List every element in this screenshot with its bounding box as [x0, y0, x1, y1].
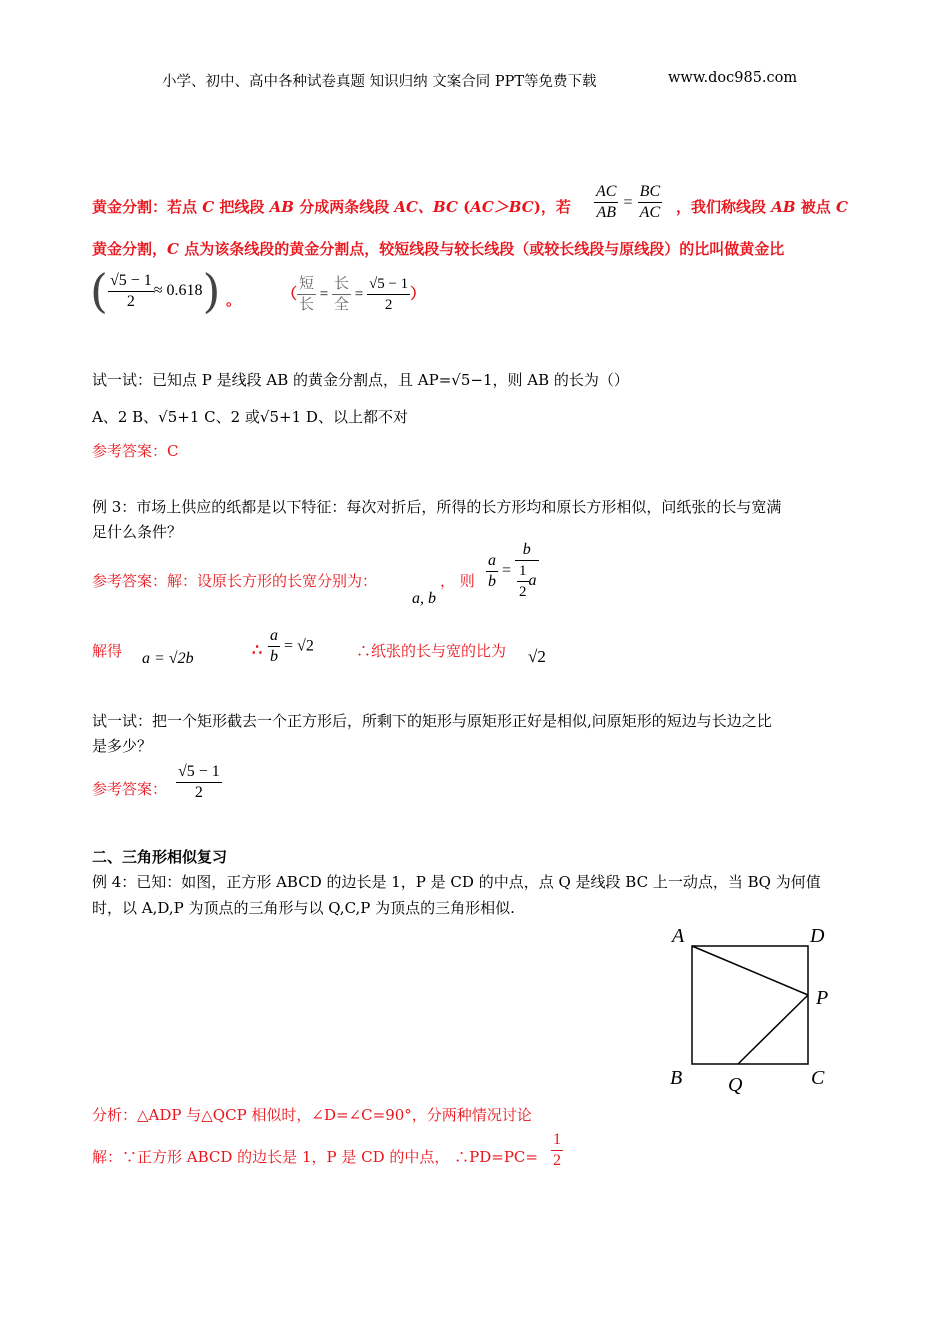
ex3-then: ， 则 [440, 572, 475, 590]
segment-pq [738, 995, 808, 1064]
golden-def-line2: 黄金分割，C 点为该条线段的黄金分割点，较短线段与较长线段（或较长线段与原线段）的比叫做黄金比 [92, 240, 785, 258]
ex3-result: a = √2b [142, 650, 194, 667]
try1-question: 试一试：已知点 P 是线段 AB 的黄金分割点，且 AP=√5−1，则 AB 的长为（） [92, 371, 629, 389]
ex4-solution: 解：∵正方形 ABCD 的边长是 1，P 是 CD 的中点， ∴PD=PC= [92, 1148, 538, 1166]
label-c: C [811, 1067, 825, 1089]
try2-answer-label: 参考答案： [92, 780, 168, 798]
segment-ap [692, 946, 808, 995]
ex3-ab: a, b [412, 590, 436, 607]
ex3-therefore: ∴ [252, 640, 263, 659]
ex4-half: $\frac{1}{2}$ [553, 1131, 561, 1169]
golden-ratio-formula: $\frac{AC}{AB}$ = $\frac{BC}{AC}$ [596, 183, 661, 221]
golden-mnemonic: （ $\frac{\text{短}}{\text{长}}$ = $\frac{\text{长}}{\text{全}}$ = $\frac{√5 - 1}{2}$ ） [282, 276, 426, 313]
ex3-question-line2: 足什么条件？ [92, 523, 183, 541]
try2-answer-value: $\frac{√5 - 1}{2}$ [178, 763, 220, 801]
square-abcd [692, 946, 808, 1064]
golden-def-line1-end: ，我们称线段 AB 被点 C [676, 198, 848, 216]
ex3-equation: $\frac{a}{b}$ = b $\frac{1}{2}$ a [488, 541, 537, 600]
label-d: D [810, 925, 825, 947]
golden-period: 。 [226, 291, 242, 309]
header-text: 小学、初中、高中各种试卷真题 知识归纳 文案合同 PPT等免费下载 [162, 74, 597, 90]
ex3-sqrt2: √2 [528, 647, 546, 666]
label-p: P [816, 987, 829, 1009]
golden-ratio-value: ( $\frac{√5 - 1}{2}$ ≈ 0.618) [90, 264, 221, 318]
golden-def-line1: 黄金分割：若点 C 把线段 AB 分成两条线段 AC、BC (AC＞BC)，若 [92, 198, 571, 216]
try2-question-line2: 是多少？ [92, 737, 153, 755]
ex3-conclusion: ∴纸张的长与宽的比为 [356, 642, 507, 660]
label-a: A [672, 925, 685, 947]
ex3-ratio: $\frac{a}{b}$ = √2 [270, 627, 314, 665]
label-q: Q [728, 1074, 743, 1096]
ex4-question-line2: 时，以 A,D,P 为顶点的三角形与以 Q,C,P 为顶点的三角形相似. [92, 899, 515, 917]
ex4-question-line1: 例 4：已知：如图，正方形 ABCD 的边长是 1，P 是 CD 的中点，点 Q 是线段 BC 上一动点，当 BQ 为何值 [92, 873, 821, 891]
header-url: www.doc985.com [668, 70, 798, 86]
ex3-answer-label: 参考答案：解：设原长方形的长宽分别为： [92, 572, 378, 590]
try2-question-line1: 试一试：把一个矩形截去一个正方形后，所剩下的矩形与原矩形正好是相似,问原矩形的短边与长边之比 [92, 712, 772, 730]
try1-options: A、2 B、√5+1 C、2 或√5+1 D、以上都不对 [92, 408, 408, 426]
ex3-question-line1: 例 3：市场上供应的纸都是以下特征：每次对折后，所得的长方形均和原长方形相似，问纸张的长与宽满 [92, 498, 782, 516]
ex3-solve-label: 解得 [92, 642, 123, 660]
square-figure [660, 920, 840, 1100]
try1-answer: 参考答案：C [92, 442, 179, 460]
label-b: B [670, 1067, 683, 1089]
ex4-analysis: 分析：△ADP 与△QCP 相似时，∠D=∠C=90°，分两种情况讨论 [92, 1106, 532, 1124]
section2-title: 二、三角形相似复习 [92, 848, 228, 866]
